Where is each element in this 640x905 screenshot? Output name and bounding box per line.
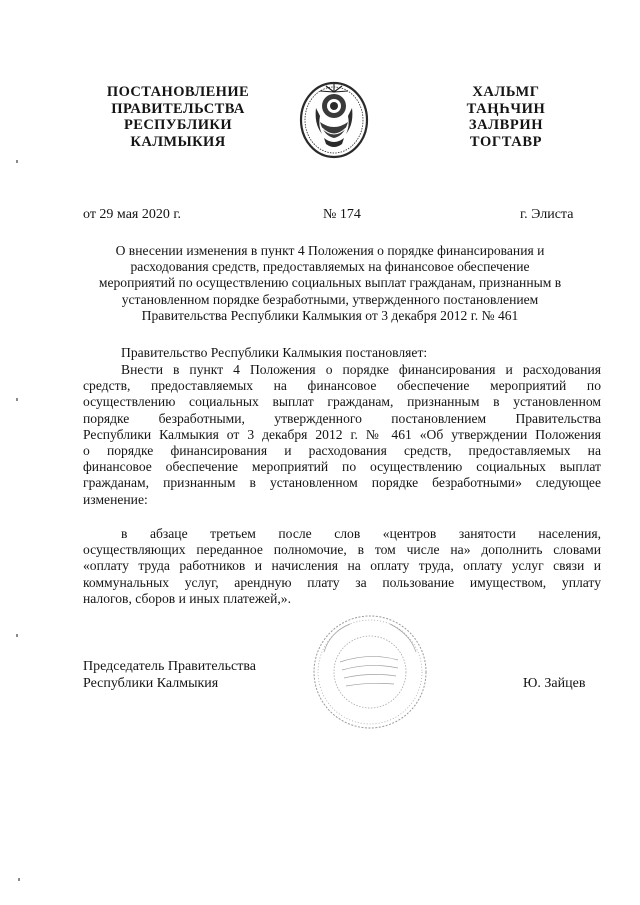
paragraph-line: гражданам, признанным в установленном порядке безработными» следующее <box>83 475 601 491</box>
paragraph-line: коммунальных услуг, арендную плату за пользование имуществом, уплату <box>83 574 601 590</box>
resolution-lead: Правительство Республики Калмыкия постановляет: <box>121 345 428 360</box>
signatory-position-line: Республики Калмыкия <box>83 676 219 691</box>
paragraph-line: финансовое обеспечение мероприятий по осуществлению социальных выплат <box>83 459 601 475</box>
signatory-position <box>83 658 256 692</box>
paragraph-line: «оплату труда работников и начисления на оплату труда, оплату услуг связи и <box>83 558 601 574</box>
document-city: г. Элиста <box>520 207 574 222</box>
header-left-line: ПРАВИТЕЛЬСТВА <box>111 100 245 117</box>
paragraph-line: изменение: <box>83 491 148 507</box>
scan-mark <box>18 878 20 881</box>
paragraph-line: налогов, сборов и иных платежей,». <box>83 590 291 606</box>
scan-mark <box>16 634 18 637</box>
title-line: расходования средств, предоставляемых на финансовое обеспечение <box>130 259 530 275</box>
paragraph-line: в абзаце третьем после слов «центров занятости населения, <box>121 526 601 541</box>
document-date: от 29 мая 2020 г. <box>83 207 182 222</box>
header-left-line: КАЛМЫКИЯ <box>130 133 226 150</box>
document-title <box>80 243 580 324</box>
document-number: № 174 <box>323 207 361 222</box>
title-line: Правительства Республики Калмыкия от 3 декабря 2012 г. № 461 <box>141 307 519 323</box>
header-right-line: ТОГТАВР <box>469 133 543 150</box>
paragraph-line: осуществляющих переданное полномочие, в том числе на» дополнить словами <box>83 542 601 558</box>
signatory-name: Ю. Зайцев <box>523 676 586 691</box>
title-line: мероприятий по осуществлению социальных выплат гражданам, признанным в <box>98 275 562 291</box>
paragraph-line: Республики Калмыкия от 3 декабря 2012 г. № 461 «Об утверждении Положения <box>83 426 601 442</box>
title-line: установленном порядке безработными, утвержденного постановлением <box>121 291 539 307</box>
paragraph-line: осуществлению социальных выплат гражданам, признанным в установленном <box>83 394 601 410</box>
amendment-paragraph <box>83 526 601 607</box>
header-left-line: ПОСТАНОВЛЕНИЕ <box>106 84 250 100</box>
header-right-line: ХАЛЬМГ <box>472 84 540 100</box>
scan-mark <box>16 160 18 163</box>
paragraph-line: о порядке финансирования и расходования средств, предоставляемых на <box>83 443 601 459</box>
paragraph-line: порядке безработными, утвержденного постановлением Правительства <box>83 410 601 426</box>
header-russian-title <box>83 84 273 150</box>
resolution-main-paragraph <box>83 362 601 508</box>
header-left-line: РЕСПУБЛИКИ <box>123 117 233 133</box>
scan-mark <box>16 398 18 401</box>
header-right-line: ТАҢҺЧИН <box>466 100 546 117</box>
paragraph-line: средств, предоставляемых на финансовое обеспечение мероприятий по <box>83 378 601 394</box>
signatory-position-line: Председатель Правительства <box>83 659 256 674</box>
title-line: О внесении изменения в пункт 4 Положения о порядке финансирования и <box>115 243 545 258</box>
header-right-line: ЗАЛВРИН <box>468 117 544 133</box>
header-kalmyk-title <box>456 84 556 150</box>
paragraph-line: Внести в пункт 4 Положения о порядке финансирования и расходования <box>121 362 601 377</box>
coat-of-arms-icon <box>298 78 370 160</box>
official-seal-stamp-icon <box>310 612 430 732</box>
